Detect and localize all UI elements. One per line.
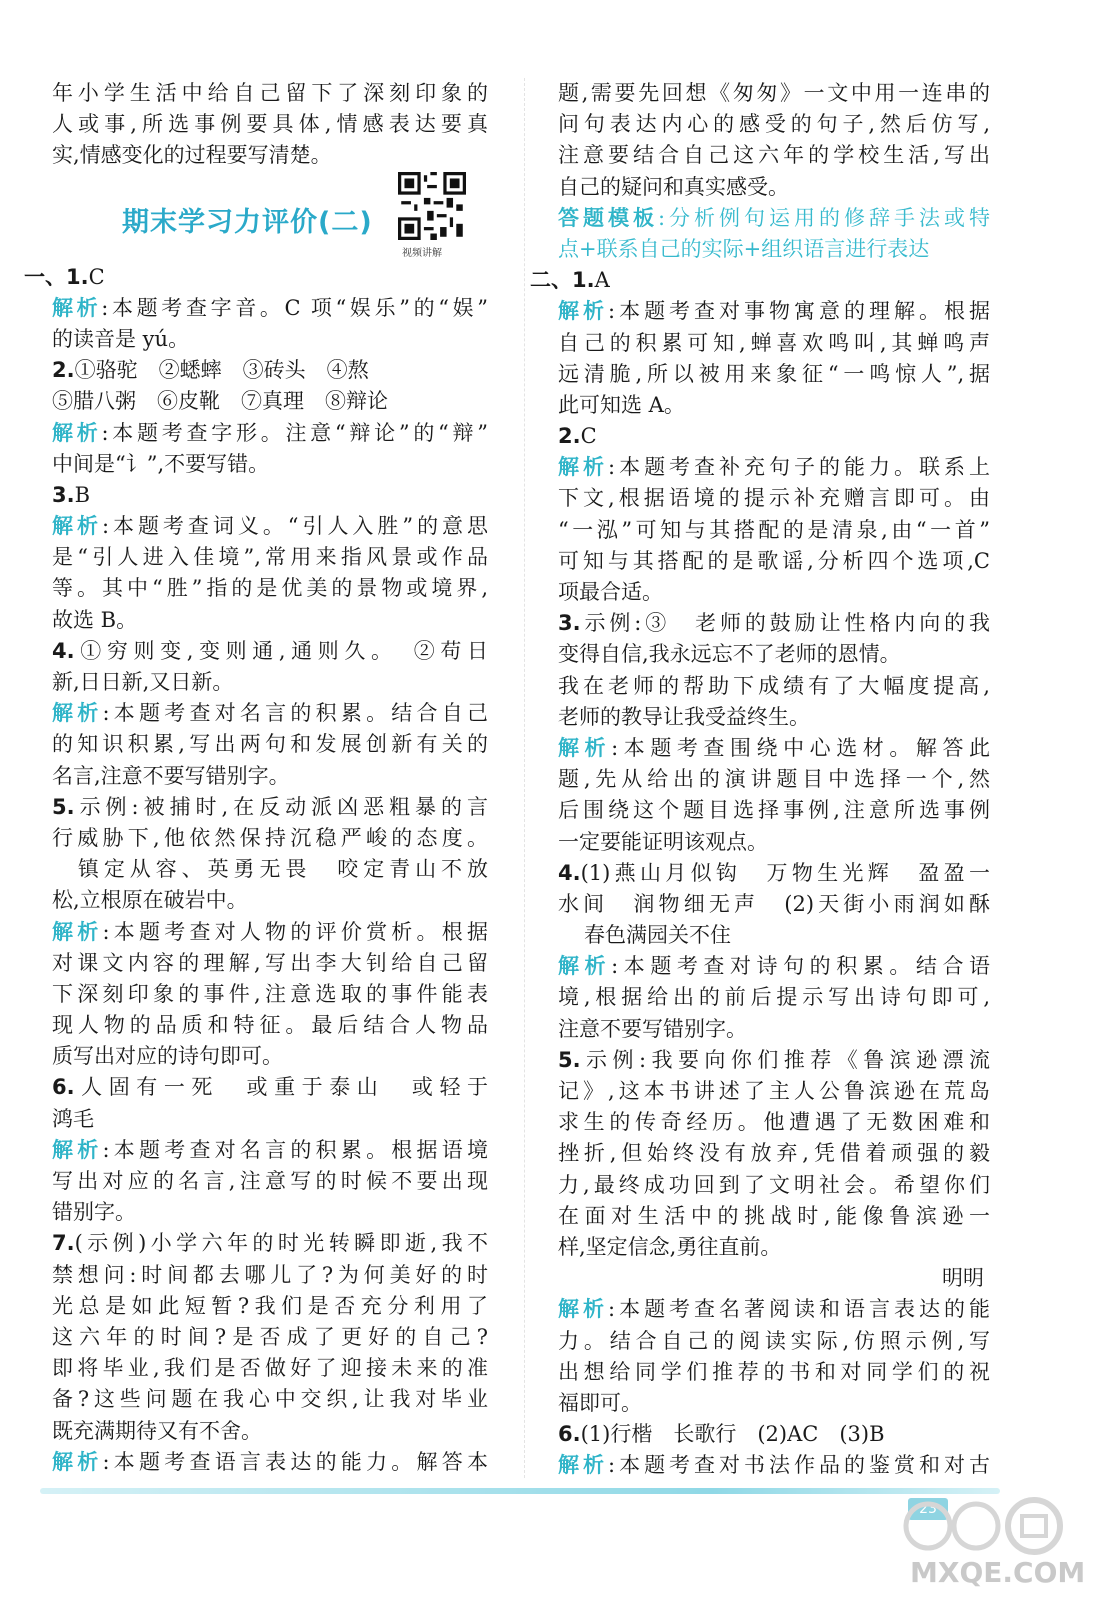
- answer-line: 春色满园关不住: [584, 923, 731, 948]
- analysis-line: 远清脆,所以被用来象征“一鸣惊人”,据: [558, 361, 990, 386]
- analysis-line: 解析:本题考查对书法作品的鉴赏和对古: [558, 1453, 991, 1478]
- answer-line: 求生的传奇经历。他遭遇了无数困难和: [558, 1110, 990, 1135]
- answer-line: 样,坚定信念,勇往直前。: [558, 1234, 782, 1259]
- analysis-line: 自己的积累可知,蝉喜欢鸣叫,其蝉鸣声: [558, 330, 990, 355]
- answer-line: 在面对生活中的挑战时,能像鲁滨逊一: [558, 1203, 990, 1228]
- question-answer: 一、1.C: [24, 264, 105, 289]
- answer-line: 老师的教导让我受益终生。: [558, 704, 810, 729]
- answer-line: 我在老师的帮助下成绩有了大幅度提高,: [558, 673, 990, 698]
- answer-line: 禁想问:时间都去哪儿了?为何美好的时: [52, 1262, 488, 1287]
- answer-line: 挫折,但始终没有放弃,凭借着顽强的毅: [558, 1141, 990, 1166]
- analysis-line: 错别字。: [52, 1200, 136, 1225]
- analysis-line: 一定要能证明该观点。: [558, 829, 768, 854]
- template-line: 答题模板:分析例句运用的修辞手法或特: [558, 205, 990, 230]
- question-answer: 3.B: [52, 482, 91, 507]
- analysis-line: 现人物的品质和特征。最后结合人物品: [52, 1013, 488, 1038]
- question-answer: 6.(1)行楷 长歌行 (2)AC (3)B: [558, 1422, 885, 1447]
- analysis-line: 写出对应的名言,注意写的时候不要出现: [52, 1169, 488, 1193]
- footer-band: [40, 1488, 1000, 1494]
- signature: 明明: [942, 1266, 984, 1291]
- question-answer: 4.(1)燕山月似钩 万物生光辉 盈盈一: [558, 860, 990, 885]
- analysis-line: 质写出对应的诗句即可。: [52, 1044, 283, 1069]
- question-answer: 5.示例:被捕时,在反动派凶恶粗暴的言: [52, 794, 488, 819]
- analysis-line: 名言,注意不要写错别字。: [52, 763, 290, 788]
- answer-line: 即将毕业,我们是否做好了迎接未来的准: [52, 1356, 488, 1381]
- question-answer: 6.人固有一死 或重于泰山 或轻于: [52, 1075, 488, 1100]
- answer-line: 鸿毛: [52, 1106, 94, 1131]
- answer-line: 这六年的时间?是否成了更好的自己?: [52, 1324, 488, 1349]
- analysis-line: 项最合适。: [558, 580, 663, 604]
- analysis-line: 解析:本题考查对诗句的积累。结合语: [558, 954, 991, 979]
- answer-line: 光总是如此短暂?我们是否充分利用了: [52, 1293, 488, 1318]
- text-line: 实,情感变化的过程要写清楚。: [52, 143, 332, 168]
- text-line: 年小学生活中给自己留下了深刻印象的: [52, 81, 488, 105]
- answer-line: 力,最终成功回到了文明社会。希望你们: [558, 1172, 990, 1197]
- analysis-line: 下文,根据语境的提示补充赠言即可。由: [558, 486, 990, 511]
- analysis-line: 出想给同学们推荐的书和对同学们的祝: [558, 1359, 990, 1384]
- qr-code-icon[interactable]: [398, 172, 466, 240]
- analysis-line: 解析:本题考查名著阅读和语言表达的能: [558, 1297, 991, 1322]
- section-title-block: [52, 172, 488, 262]
- answer-line: 松,立根原在破岩中。: [52, 888, 248, 913]
- right-column: [530, 78, 991, 1481]
- section-title: 期末学习力评价(二): [122, 206, 373, 238]
- analysis-line: 题,先从给出的演讲题目中选择一个,然: [558, 767, 990, 792]
- analysis-line: 对课文内容的理解,写出李大钊给自己留: [52, 950, 488, 975]
- analysis-line: 解析:本题考查补充句子的能力。联系上: [558, 455, 991, 480]
- answer-line: 备?这些问题在我心中交织,让我对毕业: [52, 1387, 488, 1412]
- analysis-line: “一泓”可知与其搭配的是清泉,由“一首”: [558, 517, 990, 542]
- answer-line: 记》,这本书讲述了主人公鲁滨逊在荒岛: [558, 1079, 990, 1103]
- analysis-line: 下深刻印象的事件,注意选取的事件能表: [52, 981, 488, 1006]
- page-number: 23: [908, 1498, 948, 1520]
- answer-line: 既充满期待又有不舍。: [52, 1418, 262, 1443]
- analysis-line: 是“引人进入佳境”,常用来指风景或作品: [52, 545, 488, 570]
- analysis-line: 此可知选 A。: [558, 392, 685, 417]
- analysis-line: 解析:本题考查字形。注意“辩论”的“辩”: [52, 420, 489, 445]
- analysis-line: 解析:本题考查对事物寓意的理解。根据: [558, 299, 991, 324]
- answer-line: ⑤腊八粥 ⑥皮靴 ⑦真理 ⑧辩论: [52, 389, 388, 414]
- analysis-line: 的读音是 yú。: [52, 326, 190, 351]
- analysis-line: 力。结合自己的阅读实际,仿照示例,写: [558, 1328, 990, 1353]
- question-answer: 7.(示例)小学六年的时光转瞬即逝,我不: [52, 1231, 488, 1256]
- analysis-line: 可知与其搭配的是歌谣,分析四个选项,C: [558, 548, 990, 573]
- text-line: 注意要结合自己这六年的学校生活,写出: [558, 143, 990, 168]
- analysis-line: 福即可。: [558, 1390, 642, 1415]
- analysis-line: 解析:本题考查对名言的积累。根据语境: [52, 1137, 489, 1162]
- answer-line: 变得自信,我永远忘不了老师的恩情。: [558, 642, 901, 667]
- answer-line: 镇定从容、英勇无畏 咬定青山不放: [52, 857, 488, 882]
- analysis-line: 故选 B。: [52, 607, 138, 632]
- question-answer: 4.①穷则变,变则通,通则久。 ②苟日: [52, 638, 488, 663]
- answer-line: 水间 润物细无声 (2)天街小雨润如酥: [558, 891, 990, 916]
- left-column: [24, 78, 489, 1478]
- analysis-line: 解析:本题考查围绕中心选材。解答此: [558, 735, 991, 760]
- analysis-line: 中间是“讠”,不要写错。: [52, 451, 270, 476]
- text-line: 自己的疑问和真实感受。: [558, 174, 789, 199]
- question-answer: 5.示例:我要向你们推荐《鲁滨逊漂流: [558, 1047, 990, 1072]
- analysis-line: 解析:本题考查对名言的积累。结合自己: [52, 701, 489, 726]
- analysis-line: 等。其中“胜”指的是优美的景物或境界,: [52, 576, 488, 601]
- analysis-line: 解析:本题考查词义。“引人入胜”的意思: [52, 514, 489, 539]
- question-answer: 二、1.A: [530, 268, 610, 293]
- question-answer: 3.示例:③ 老师的鼓励让性格内向的我: [558, 611, 990, 636]
- analysis-line: 注意不要写错别字。: [558, 1016, 747, 1041]
- analysis-line: 解析:本题考查字音。C 项“娱乐”的“娱”: [52, 295, 489, 320]
- text-line: 题,需要先回想《匆匆》一文中用一连串的: [558, 81, 990, 105]
- template-line: 点+联系自己的实际+组织语言进行表达: [558, 236, 930, 261]
- question-answer: 2.C: [558, 424, 597, 449]
- answer-line: 行威胁下,他依然保持沉稳严峻的态度。: [52, 825, 488, 850]
- text-line: 问句表达内心的感受的句子,然后仿写,: [558, 112, 990, 137]
- analysis-line: 解析:本题考查语言表达的能力。解答本: [52, 1449, 489, 1474]
- analysis-line: 境,根据给出的前后提示写出诗句即可,: [558, 985, 990, 1010]
- analysis-line: 解析:本题考查对人物的评价赏析。根据: [52, 919, 489, 944]
- watermark-text: MXQE.COM: [910, 1556, 1086, 1589]
- analysis-line: 的知识积累,写出两句和发展创新有关的: [52, 732, 488, 757]
- answer-line: 新,日日新,又日新。: [52, 670, 234, 694]
- analysis-line: 后围绕这个题目选择事例,注意所选事例: [558, 798, 990, 823]
- text-line: 人或事,所选事例要具体,情感表达要真: [52, 112, 488, 137]
- question-answer: 2.①骆驼 ②蟋蟀 ③砖头 ④熬: [52, 358, 369, 383]
- column-divider: [524, 78, 525, 1478]
- qr-caption: 视频讲解: [402, 247, 442, 259]
